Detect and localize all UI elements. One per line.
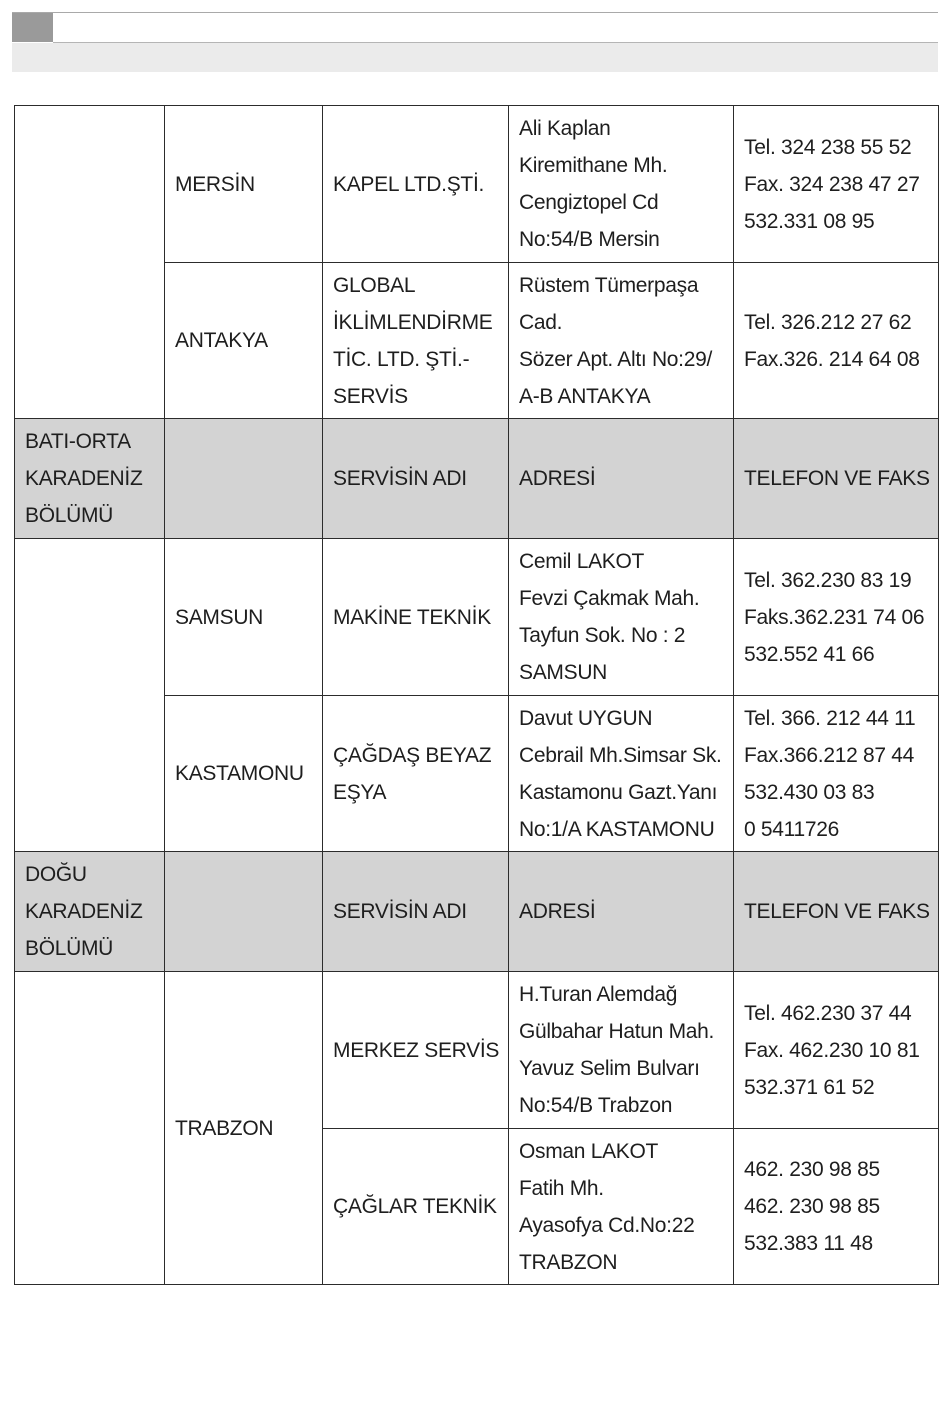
phone-line: Tel. 324 238 55 52: [744, 135, 912, 159]
header-address: ADRESİ: [509, 419, 734, 539]
address-line: Ayasofya Cd.No:22: [519, 1213, 695, 1237]
header-gray-marker: [12, 13, 53, 42]
header-phone: TELEFON VE FAKS: [734, 419, 939, 539]
city-cell: ANTAKYA: [165, 263, 323, 419]
city-cell: SAMSUN: [165, 539, 323, 696]
service-name-line: İKLİMLENDİRME: [333, 310, 493, 334]
region-title-cell: [15, 852, 165, 972]
address-line: Sözer Apt. Altı No:29/: [519, 347, 713, 371]
region-cell-empty: [15, 972, 165, 1285]
phone-line: Fax. 462.230 10 81: [744, 1038, 920, 1062]
address-line: Ali Kaplan: [519, 117, 611, 140]
phone-line: 0 5411726: [744, 817, 840, 841]
address-line: Cad.: [519, 310, 563, 334]
address-line: Cebrail Mh.Simsar Sk.: [519, 743, 722, 767]
service-name-line: TİC. LTD. ŞTİ.-: [333, 347, 470, 371]
address-line: Rüstem Tümerpaşa: [519, 273, 699, 297]
address-line: H.Turan Alemdağ: [519, 983, 678, 1006]
phone-cell: [734, 972, 939, 1129]
phone-line: 532.383 11 48: [744, 1232, 873, 1255]
address-line: Kiremithane Mh.: [519, 154, 668, 177]
header-gray-band: [12, 43, 938, 72]
phone-cell: [734, 106, 939, 263]
phone-line: 532.331 08 95: [744, 209, 875, 233]
service-name-cell: KAPEL LTD.ŞTİ.: [323, 106, 509, 263]
phone-line: 532.552 41 66: [744, 642, 875, 666]
city-cell: TRABZON: [165, 972, 323, 1285]
address-line: No:54/B Mersin: [519, 228, 660, 251]
service-name-line: EŞYA: [333, 780, 387, 804]
phone-line: 532.430 03 83: [744, 780, 875, 804]
address-cell: [509, 106, 734, 263]
address-line: Tayfun Sok. No : 2: [519, 624, 686, 647]
header-empty-cell: [165, 852, 323, 972]
address-line: Davut UYGUN: [519, 706, 653, 730]
region-title-cell: [15, 419, 165, 539]
address-cell: [509, 263, 734, 419]
phone-line: Tel. 462.230 37 44: [744, 1001, 912, 1025]
address-line: Fevzi Çakmak Mah.: [519, 587, 700, 610]
address-cell: [509, 972, 734, 1129]
address-line: Gülbahar Hatun Mah.: [519, 1020, 715, 1043]
header-address: ADRESİ: [509, 852, 734, 972]
service-name-cell: MERKEZ SERVİS: [323, 972, 509, 1129]
header-top-rule: [12, 12, 938, 13]
service-name-cell: [323, 263, 509, 419]
address-line: No:1/A KASTAMONU: [519, 817, 715, 841]
region-title-line: KARADENİZ: [25, 900, 143, 923]
header-phone: TELEFON VE FAKS: [734, 852, 939, 972]
region-cell-empty: [15, 106, 165, 419]
address-line: No:54/B Trabzon: [519, 1094, 673, 1117]
region-title-line: BÖLÜMÜ: [25, 504, 114, 527]
address-line: Fatih Mh.: [519, 1176, 604, 1200]
region-title-line: KARADENİZ: [25, 467, 143, 490]
service-name-cell: MAKİNE TEKNİK: [323, 539, 509, 696]
phone-line: 532.371 61 52: [744, 1075, 875, 1099]
phone-line: Fax.366.212 87 44: [744, 743, 915, 767]
phone-line: Tel. 326.212 27 62: [744, 310, 912, 334]
phone-line: 462. 230 98 85: [744, 1195, 880, 1218]
region-title-line: BATI-ORTA: [25, 430, 131, 453]
address-cell: [509, 696, 734, 852]
header-empty-cell: [165, 419, 323, 539]
phone-cell: [734, 539, 939, 696]
service-name-line: GLOBAL: [333, 273, 416, 297]
phone-cell: [734, 263, 939, 419]
city-cell: MERSİN: [165, 106, 323, 263]
phone-cell: [734, 1129, 939, 1285]
header-service-name: SERVİSİN ADI: [323, 852, 509, 972]
address-line: SAMSUN: [519, 661, 608, 684]
region-cell-empty: [15, 539, 165, 852]
address-line: Yavuz Selim Bulvarı: [519, 1057, 700, 1080]
service-name-cell: [323, 696, 509, 852]
phone-cell: [734, 696, 939, 852]
address-cell: [509, 539, 734, 696]
region-title-line: DOĞU: [25, 863, 87, 886]
service-name-line: ÇAĞDAŞ BEYAZ: [333, 743, 492, 767]
service-name-line: SERVİS: [333, 384, 408, 408]
phone-line: Tel. 362.230 83 19: [744, 568, 912, 592]
address-line: Cemil LAKOT: [519, 550, 645, 573]
address-line: TRABZON: [519, 1250, 618, 1274]
section-header-row: [15, 852, 939, 972]
phone-line: Fax.326. 214 64 08: [744, 347, 920, 371]
region-title-line: BÖLÜMÜ: [25, 937, 114, 960]
phone-line: 462. 230 98 85: [744, 1158, 880, 1181]
address-line: A-B ANTAKYA: [519, 384, 651, 408]
phone-line: Fax. 324 238 47 27: [744, 172, 920, 196]
address-line: Osman LAKOT: [519, 1139, 659, 1163]
table-row: [15, 106, 939, 263]
address-line: Cengiztopel Cd: [519, 191, 659, 214]
section-header-row: [15, 419, 939, 539]
phone-line: Tel. 366. 212 44 11: [744, 706, 916, 730]
header-service-name: SERVİSİN ADI: [323, 419, 509, 539]
table-row: [15, 972, 939, 1129]
phone-line: Faks.362.231 74 06: [744, 605, 925, 629]
service-name-cell: ÇAĞLAR TEKNİK: [323, 1129, 509, 1285]
table-row: [15, 539, 939, 696]
address-line: Kastamonu Gazt.Yanı: [519, 780, 718, 804]
address-cell: [509, 1129, 734, 1285]
city-cell: KASTAMONU: [165, 696, 323, 852]
service-directory-table: [14, 105, 939, 1285]
page-header-strip: [12, 12, 938, 72]
